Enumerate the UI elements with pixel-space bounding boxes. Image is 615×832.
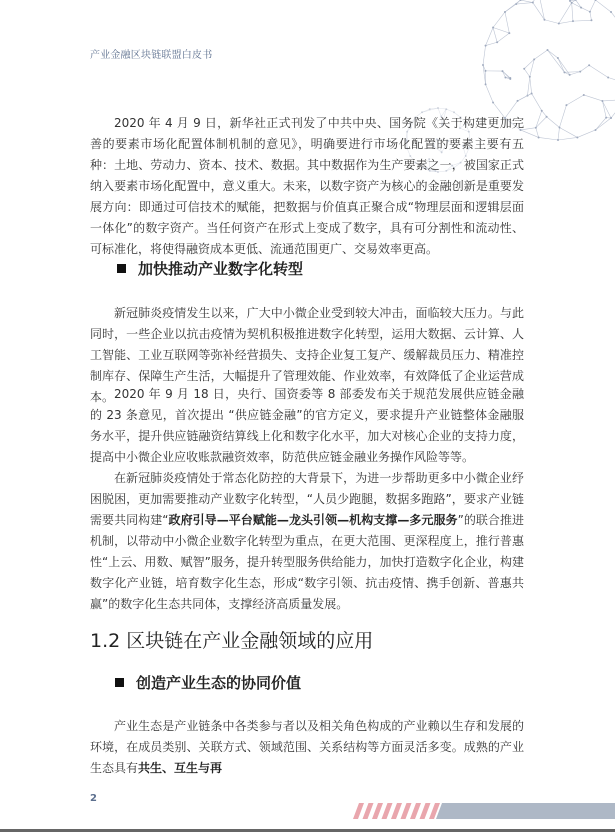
paragraph-1 (90, 113, 524, 260)
sphere-edge (577, 130, 595, 137)
footer-stripe (391, 803, 402, 819)
footer-stripe (372, 803, 383, 819)
sphere-node (429, 108, 431, 110)
sphere-edge (611, 12, 615, 28)
sphere-edge (559, 127, 577, 137)
sphere-edge (534, 50, 547, 59)
sphere-edge (559, 105, 566, 127)
sphere-edge (516, 3, 533, 4)
sphere-edge (493, 12, 505, 28)
sphere-node (557, 139, 559, 141)
sphere-node (492, 27, 494, 29)
sphere-edge (542, 111, 547, 117)
sphere-edge (566, 95, 583, 105)
sphere-node (517, 100, 519, 102)
sphere-node (583, 94, 585, 96)
sphere-node (576, 136, 578, 138)
sphere-edge (438, 108, 446, 109)
sphere-node (563, 71, 565, 73)
sphere-edge (611, 103, 615, 119)
sphere-node (558, 126, 560, 128)
sphere-node (571, 2, 573, 4)
sphere-node (558, 23, 560, 25)
text-segment: 产业生态是产业链条中各类参与者以及相关角色构成的产业赖以生存和发展的环境，在成员类别、关联方式、领域范围、关系结构等方面灵活多变。成熟的产业生态具有 (90, 719, 524, 775)
chapter-heading: 1.2 区块链在产业金融领域的应用 (90, 630, 374, 652)
square-bullet-icon (115, 678, 124, 687)
sphere-node (546, 116, 548, 118)
sphere-node (607, 77, 609, 79)
sphere-edge (590, 0, 596, 12)
sphere-node (610, 11, 612, 13)
heading-text: 加快推动产业数字化转型 (138, 260, 304, 278)
paragraph-4 (90, 468, 524, 615)
sphere-edge (530, 59, 534, 76)
sphere-edge (539, 137, 558, 140)
sphere-edge (505, 0, 521, 12)
square-bullet-icon (117, 264, 126, 273)
sphere-node (546, 49, 548, 51)
sphere-edge (602, 101, 611, 118)
sphere-node (569, 74, 571, 76)
section-heading-digital-transformation (117, 258, 303, 279)
sphere-edge (530, 77, 532, 94)
sphere-node (541, 110, 543, 112)
sphere-edge (590, 12, 592, 20)
sphere-node (485, 45, 487, 47)
sphere-node (531, 92, 533, 94)
sphere-edge (602, 100, 615, 101)
sphere-edge (589, 65, 608, 77)
heading-text: 创造产业生态的协同价值 (136, 674, 302, 692)
page-number: 2 (90, 793, 97, 804)
footer-stripe (401, 803, 412, 819)
sphere-node (482, 64, 484, 66)
footer-stripe (410, 803, 421, 819)
sphere-edge (580, 65, 589, 71)
sphere-edge (486, 84, 493, 102)
sphere-node (601, 100, 603, 102)
sphere-edge (608, 78, 615, 85)
sphere-edge (559, 3, 572, 24)
sphere-node (532, 2, 534, 4)
sphere-edge (602, 101, 606, 118)
sphere-edge (518, 93, 532, 100)
sphere-edge (596, 118, 607, 130)
sphere-edge (573, 20, 591, 21)
sphere-edge (532, 93, 542, 110)
sphere-node (590, 19, 592, 21)
sphere-node (588, 64, 590, 66)
sphere-edge (584, 95, 603, 101)
sphere-edge (486, 42, 498, 45)
sphere-node (496, 41, 498, 43)
sphere-node (529, 76, 531, 78)
sphere-edge (558, 127, 559, 140)
sphere-node (538, 136, 540, 138)
text-segment: 新冠肺炎疫情发生以来，广大中小微企业受到较大冲击，面临较大压力。与此同时，一些企业以抗击疫情为契机积极推进数字化转型，运用大数据、云计算、人工智能、工业互联网等弥补经营损失、支持企业复工复产、缓解裁员压力、精准控制库存、保障生产生活，大幅提升了管理效能、作业效率，有效降低了企业运营成本。 (90, 306, 524, 404)
sphere-edge (536, 111, 542, 128)
sphere-edge (497, 33, 509, 42)
sphere-node (580, 7, 582, 9)
sphere-node (509, 78, 511, 80)
sphere-edge (539, 0, 545, 20)
sphere-node (485, 70, 487, 72)
bold-text-segment: 政府引导—平台赋能—龙头引领—机构支撑—多元服务 (168, 513, 458, 527)
sphere-edge (521, 0, 533, 3)
sphere-node (501, 70, 503, 72)
sphere-edge (596, 0, 612, 12)
sphere-node (543, 19, 545, 21)
sphere-node (569, 0, 571, 2)
text-segment: 在新冠肺炎疫情处于常态化防控的大背景下，为进一步帮助更多中小微企业纾困脱困，更加需要推动产业数字化转型，“人员少跑腿，数据多跑路”，要求产业链需要共同构建“ (90, 471, 524, 527)
sphere-edge (544, 20, 558, 24)
text-segment: 2020 年 9 月 18 日，央行、国资委等 8 部委发布关于规范发展供应链金融的 23 条意见，首次提出 “供应链金融”的官方定义，要求提升产业链整体金融服务水平，提升供应链融资结算线上化和数字化水平，加大对核心企业的支持力度，提高中小微企业应收账款融资效率，防范供应链金融业务操作风险等等。 (90, 387, 524, 464)
sphere-edge (572, 3, 573, 21)
sphere-node (492, 102, 494, 104)
sphere-node (533, 58, 535, 60)
sphere-edge (483, 46, 486, 65)
sphere-node (589, 11, 591, 13)
sphere-node (508, 32, 510, 34)
bold-text-segment: 共生、互生与再 (138, 761, 223, 775)
sphere-node (437, 107, 439, 109)
sphere-node (445, 108, 447, 110)
sphere-edge (493, 28, 509, 34)
sphere-edge (446, 109, 454, 112)
sphere-edge (547, 50, 564, 72)
sphere-edge (505, 12, 509, 33)
paragraph-3 (90, 384, 524, 468)
text-segment: 2020 年 4 月 9 日，新华社正式刊发了中共中央、国务院《关于构建更加完善的要素市场化配置体制机制的意见》，明确要进行市场化配置的要素主要有五种：土地、劳动力、资本、技术、数据。其中数据作为生产要素之一，被国家正式纳入要素市场化配置中，意义重大。未来，以数字资产为核心的金融创新是重要发展方向：即通过可信技术的赋能，把数据与价值真正聚合成“物理层面和逻辑层面一体化”的数字资产。当任何资产在形式上变成了数字，具有可分割性和流动性、可标准化，将使得融资成本更低、流通范围更广、交易效率更高。 (90, 116, 524, 256)
footer-bar (436, 803, 615, 819)
sphere-node (605, 117, 607, 119)
section-heading-industry-ecology (115, 672, 301, 693)
sphere-node (504, 11, 506, 13)
sphere-node (535, 127, 537, 129)
sphere-edge (536, 128, 539, 138)
footer-stripe-decoration (0, 800, 615, 822)
sphere-node (485, 83, 487, 85)
footer-stripe (363, 803, 374, 819)
sphere-node (504, 77, 506, 79)
sphere-edge (486, 28, 493, 46)
sphere-edge (559, 21, 573, 23)
sphere-node (557, 57, 559, 59)
sphere-node (579, 71, 581, 73)
footer-stripe (353, 803, 364, 819)
sphere-edge (527, 77, 529, 96)
footer-stripe (382, 803, 393, 819)
paragraph-5 (90, 716, 524, 779)
sphere-edge (524, 69, 530, 77)
sphere-node (610, 117, 612, 119)
sphere-edge (596, 118, 612, 130)
footer-stripe (420, 803, 431, 819)
sphere-node (572, 20, 574, 22)
document-header-title: 产业金融区块链联盟白皮书 (90, 50, 213, 61)
text-segment: ”的联合推进机制，以带动中小微企业数字化转型为重点，在更大范围、更深程度上，推行普惠性“上云、用数、赋智”服务，提升转型服务供给能力，加快打造数字化企业，构建数字化产业链，培育数字化生态，形成“数字引领、抗击疫情、携手创新、普惠共赢”的数字化生态共同体，支撑经济高质量发展。 (90, 513, 524, 611)
sphere-node (595, 129, 597, 131)
sphere-edge (581, 8, 590, 12)
sphere-node (565, 104, 567, 106)
sphere-edge (493, 28, 497, 43)
sphere-edge (547, 117, 560, 128)
sphere-node (523, 68, 525, 70)
sphere-edge (558, 137, 577, 140)
